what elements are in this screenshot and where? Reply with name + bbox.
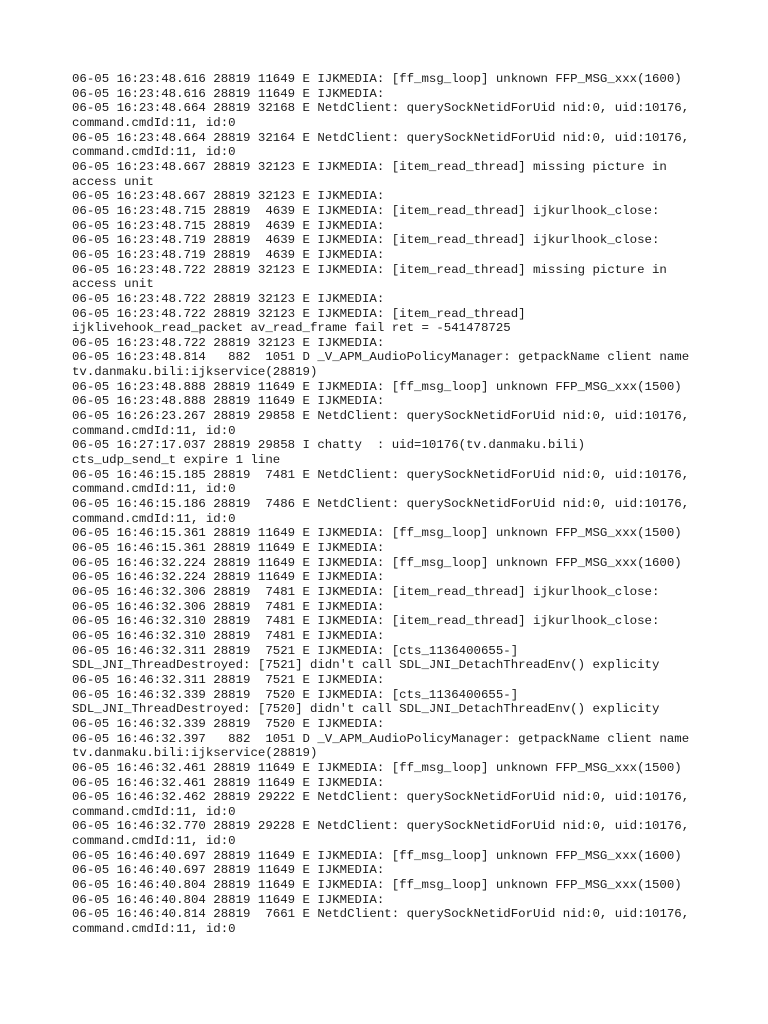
log-line: 06-05 16:23:48.667 28819 32123 E IJKMEDIA: <box>72 189 385 204</box>
log-line: command.cmdId:11, id:0 <box>72 922 236 937</box>
log-line: 06-05 16:46:15.361 28819 11649 E IJKMEDIA: <box>72 541 385 555</box>
log-line: 06-05 16:26:23.267 28819 29858 E NetdClient: querySockNetidForUid nid:0, uid:10176, <box>72 409 690 424</box>
log-line: 06-05 16:46:32.224 28819 11649 E IJKMEDIA: <box>72 570 385 585</box>
log-line: 06-05 16:46:32.339 28819 7520 E IJKMEDIA: <box>72 716 385 731</box>
log-line: 06-05 16:23:48.616 28819 11649 E IJKMEDIA: <box>72 86 385 101</box>
log-line: 06-05 16:46:32.310 28819 7481 E IJKMEDIA: <box>72 628 385 643</box>
log-line: 06-05 16:46:32.311 28819 7521 E IJKMEDIA: [cts_1136400655-] <box>72 643 519 658</box>
log-line: command.cmdId:11, id:0 <box>72 145 236 160</box>
log-line: command.cmdId:11, id:0 <box>72 423 236 438</box>
log-line: command.cmdId:11, id:0 <box>72 804 236 819</box>
log-line: 06-05 16:46:32.339 28819 7520 E IJKMEDIA: [cts_1136400655-] <box>72 687 519 702</box>
log-line: 06-05 16:46:32.310 28819 7481 E IJKMEDIA: [item_read_thread] ijkurlhook_close: <box>72 614 660 629</box>
log-line: 06-05 16:23:48.715 28819 4639 E IJKMEDIA: <box>72 218 385 233</box>
log-line: tv.danmaku.bili:ijkservice(28819) <box>72 365 318 380</box>
log-line: 06-05 16:46:32.397 882 1051 D _V_APM_AudioPolicyManager: getpackName client name <box>72 731 690 746</box>
log-line: command.cmdId:11, id:0 <box>72 115 236 130</box>
log-line: 06-05 16:46:32.462 28819 29222 E NetdClient: querySockNetidForUid nid:0, uid:10176, <box>72 790 690 805</box>
log-line: 06-05 16:46:15.361 28819 11649 E IJKMEDIA: [ff_msg_loop] unknown FFP_MSG_xxx(1500) <box>72 526 682 541</box>
log-line: 06-05 16:46:32.311 28819 7521 E IJKMEDIA: <box>72 672 385 687</box>
log-line: 06-05 16:23:48.667 28819 32123 E IJKMEDIA: [item_read_thread] missing picture in <box>72 159 667 174</box>
log-line: 06-05 16:46:40.697 28819 11649 E IJKMEDIA: <box>72 863 385 878</box>
log-line: 06-05 16:46:32.461 28819 11649 E IJKMEDIA: <box>72 775 385 790</box>
log-line: 06-05 16:23:48.722 28819 32123 E IJKMEDIA: <box>72 335 385 350</box>
log-document <box>72 72 712 937</box>
log-line: 06-05 16:23:48.888 28819 11649 E IJKMEDIA: [ff_msg_loop] unknown FFP_MSG_xxx(1500) <box>72 379 682 394</box>
log-line: 06-05 16:46:32.770 28819 29228 E NetdClient: querySockNetidForUid nid:0, uid:10176, <box>72 819 690 834</box>
log-line: 06-05 16:46:40.697 28819 11649 E IJKMEDIA: [ff_msg_loop] unknown FFP_MSG_xxx(1600) <box>72 848 682 863</box>
log-line: 06-05 16:23:48.664 28819 32164 E NetdClient: querySockNetidForUid nid:0, uid:10176, <box>72 130 690 145</box>
log-line: 06-05 16:23:48.664 28819 32168 E NetdClient: querySockNetidForUid nid:0, uid:10176, <box>72 101 690 116</box>
log-line: 06-05 16:23:48.722 28819 32123 E IJKMEDIA: [item_read_thread] missing picture in <box>72 262 667 277</box>
log-line: 06-05 16:46:40.804 28819 11649 E IJKMEDIA: [ff_msg_loop] unknown FFP_MSG_xxx(1500) <box>72 878 682 893</box>
log-line: 06-05 16:23:48.722 28819 32123 E IJKMEDIA: <box>72 291 385 306</box>
log-line: 06-05 16:46:32.306 28819 7481 E IJKMEDIA: <box>72 599 385 614</box>
log-line: access unit <box>72 174 154 189</box>
log-line: command.cmdId:11, id:0 <box>72 482 236 497</box>
log-line: 06-05 16:46:32.461 28819 11649 E IJKMEDIA: [ff_msg_loop] unknown FFP_MSG_xxx(1500) <box>72 760 682 775</box>
log-line: SDL_JNI_ThreadDestroyed: [7521] didn't call SDL_JNI_DetachThreadEnv() explicity <box>72 658 660 673</box>
log-line: 06-05 16:23:48.719 28819 4639 E IJKMEDIA: <box>72 247 385 262</box>
log-line: SDL_JNI_ThreadDestroyed: [7520] didn't call SDL_JNI_DetachThreadEnv() explicity <box>72 702 660 717</box>
log-line: 06-05 16:46:32.224 28819 11649 E IJKMEDIA: [ff_msg_loop] unknown FFP_MSG_xxx(1600) <box>72 555 682 570</box>
log-line: 06-05 16:23:48.719 28819 4639 E IJKMEDIA: [item_read_thread] ijkurlhook_close: <box>72 233 660 248</box>
log-line: 06-05 16:23:48.814 882 1051 D _V_APM_AudioPolicyManager: getpackName client name <box>72 350 690 365</box>
log-line: 06-05 16:46:40.814 28819 7661 E NetdClient: querySockNetidForUid nid:0, uid:10176, <box>72 907 690 922</box>
log-line: access unit <box>72 277 154 292</box>
log-line: 06-05 16:46:40.804 28819 11649 E IJKMEDIA: <box>72 892 385 907</box>
log-line: cts_udp_send_t expire 1 line <box>72 453 281 468</box>
log-line: 06-05 16:23:48.616 28819 11649 E IJKMEDIA: [ff_msg_loop] unknown FFP_MSG_xxx(1600) <box>72 72 682 86</box>
log-line: tv.danmaku.bili:ijkservice(28819) <box>72 746 318 761</box>
log-line: 06-05 16:27:17.037 28819 29858 I chatty : uid=10176(tv.danmaku.bili) <box>72 438 586 453</box>
log-line: 06-05 16:23:48.715 28819 4639 E IJKMEDIA: [item_read_thread] ijkurlhook_close: <box>72 203 660 218</box>
log-line: command.cmdId:11, id:0 <box>72 511 236 526</box>
log-line: 06-05 16:23:48.722 28819 32123 E IJKMEDIA: [item_read_thread] <box>72 306 526 321</box>
log-line: 06-05 16:23:48.888 28819 11649 E IJKMEDIA: <box>72 394 385 409</box>
log-line: ijklivehook_read_packet av_read_frame fail ret = -541478725 <box>72 321 511 336</box>
log-line: command.cmdId:11, id:0 <box>72 834 236 849</box>
log-line: 06-05 16:46:32.306 28819 7481 E IJKMEDIA: [item_read_thread] ijkurlhook_close: <box>72 584 660 599</box>
log-line: 06-05 16:46:15.185 28819 7481 E NetdClient: querySockNetidForUid nid:0, uid:10176, <box>72 467 690 482</box>
log-line: 06-05 16:46:15.186 28819 7486 E NetdClient: querySockNetidForUid nid:0, uid:10176, <box>72 497 690 512</box>
